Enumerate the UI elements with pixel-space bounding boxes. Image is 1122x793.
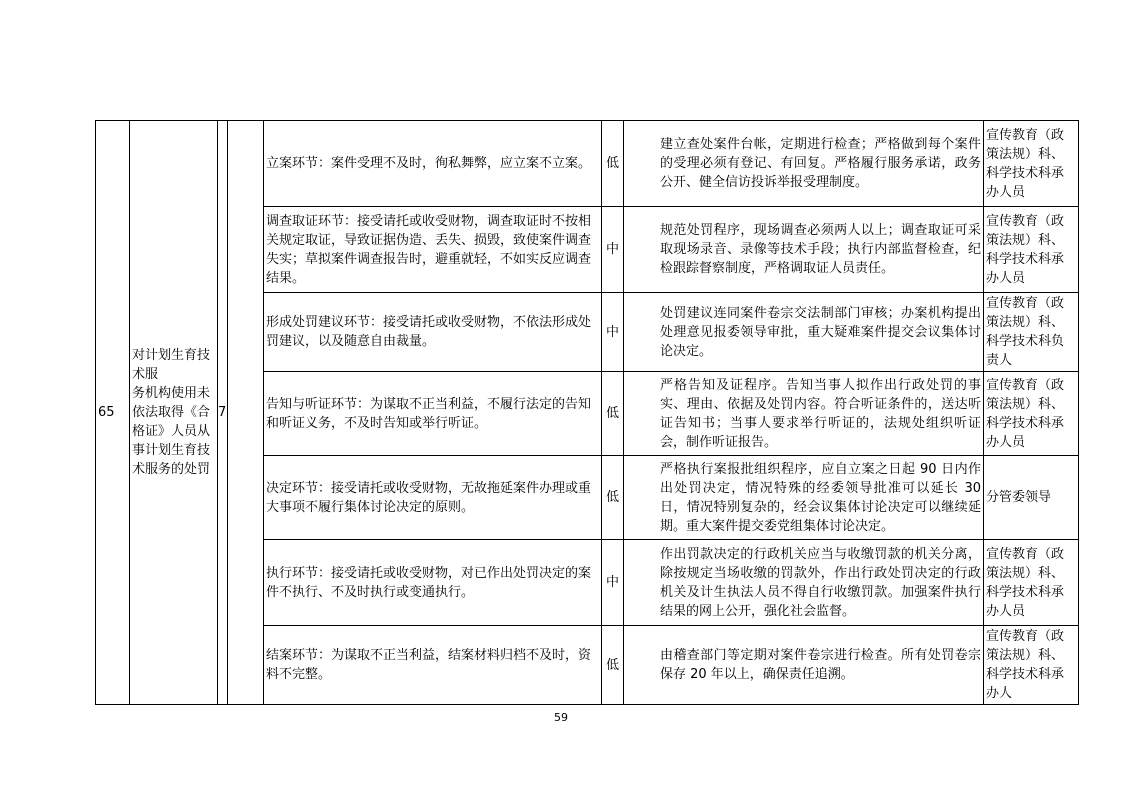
risk-level-cell: 中 (602, 293, 624, 372)
responsible-dept-cell: 宣传教育（政策法规）科、科学技术科承办人员 (984, 540, 1079, 626)
risk-level-cell: 低 (602, 456, 624, 540)
risk-level-cell: 中 (602, 540, 624, 626)
risk-node-cell: 调查取证环节：接受请托或收受财物，调查取证时不按相关规定取证，导致证据伪造、丢失、损毁，致使案件调查失实；草拟案件调查报告时，避重就轻，不如实反应调查结果。 (264, 207, 602, 293)
blank-cell (228, 121, 264, 705)
prevention-measure-cell: 作出罚款决定的行政机关应当与收缴罚款的机关分离，除按规定当场收缴的罚款外，作出行政处罚决定的行政机关及计生执法人员不得自行收缴罚款。加强案件执行结果的网上公开，强化社会监督。 (624, 540, 984, 626)
risk-node-cell: 决定环节：接受请托或收受财物，无故拖延案件办理或重大事项不履行集体讨论决定的原则。 (264, 456, 602, 540)
table-row (96, 121, 1079, 207)
prevention-measure-cell: 由稽查部门等定期对案件卷宗进行检查。所有处罚卷宗保存 20 年以上，确保责任追溯。 (624, 626, 984, 705)
risk-node-cell: 形成处罚建议环节：接受请托或收受财物，不依法形成处罚建议，以及随意自由裁量。 (264, 293, 602, 372)
risk-level-cell: 低 (602, 372, 624, 456)
prevention-measure-cell: 规范处罚程序，现场调查必须两人以上；调查取证可采取现场录音、录像等技术手段；执行内部监督检查，纪检跟踪督察制度，严格调取证人员责任。 (624, 207, 984, 293)
risk-node-cell: 结案环节：为谋取不正当利益，结案材料归档不及时，资料不完整。 (264, 626, 602, 705)
responsible-dept-cell: 宣传教育（政策法规）科、科学技术科承办人 (984, 626, 1079, 705)
risk-level-cell: 低 (602, 121, 624, 207)
risk-table (95, 120, 1079, 705)
item-name-cell: 对计划生育技术服 务机构使用未依法取得《合格证》人员从事计划生育技术服务的处罚 (130, 121, 218, 705)
risk-level-cell: 低 (602, 626, 624, 705)
risk-node-cell: 执行环节：接受请托或收受财物，对已作出处罚决定的案件不执行、不及时执行或变通执行。 (264, 540, 602, 626)
prevention-measure-cell: 严格告知及证程序。告知当事人拟作出行政处罚的事实、理由、依据及处罚内容。符合听证条件的，送达听证告知书；当事人要求举行听证的，法规处组织听证会，制作听证报告。 (624, 372, 984, 456)
risk-node-cell: 立案环节：案件受理不及时，徇私舞弊，应立案不立案。 (264, 121, 602, 207)
risk-level-cell: 中 (602, 207, 624, 293)
responsible-dept-cell: 宣传教育（政策法规）科、科学技术科承办人员 (984, 207, 1079, 293)
prevention-measure-cell: 处罚建议连同案件卷宗交法制部门审核；办案机构提出处理意见报委领导审批，重大疑难案件提交会议集体讨论决定。 (624, 293, 984, 372)
responsible-dept-cell: 宣传教育（政策法规）科、科学技术科承办人员 (984, 121, 1079, 207)
sequence-cell: 65 (96, 121, 130, 705)
page-number: 59 (554, 711, 568, 724)
risk-node-cell: 告知与听证环节：为谋取不正当利益，不履行法定的告知和听证义务，不及时告知或举行听证。 (264, 372, 602, 456)
prevention-measure-cell: 严格执行案报批组织程序，应自立案之日起 90 日内作出处罚决定，情况特殊的经委领导批准可以延长 30 日，情况特别复杂的，经会议集体讨论决定可以继续延期。重大案件提交委党组集体讨论决定。 (624, 456, 984, 540)
responsible-dept-cell: 宣传教育（政策法规）科、科学技术科负责人 (984, 293, 1079, 372)
responsible-dept-cell: 宣传教育（政策法规）科、科学技术科承办人员 (984, 372, 1079, 456)
prevention-measure-cell: 建立查处案件台帐，定期进行检查；严格做到每个案件的受理必须有登记、有回复。严格履行服务承诺，政务公开、健全信访投诉举报受理制度。 (624, 121, 984, 207)
responsible-dept-cell: 分管委领导 (984, 456, 1079, 540)
risk-count-cell: 7 (218, 121, 228, 705)
